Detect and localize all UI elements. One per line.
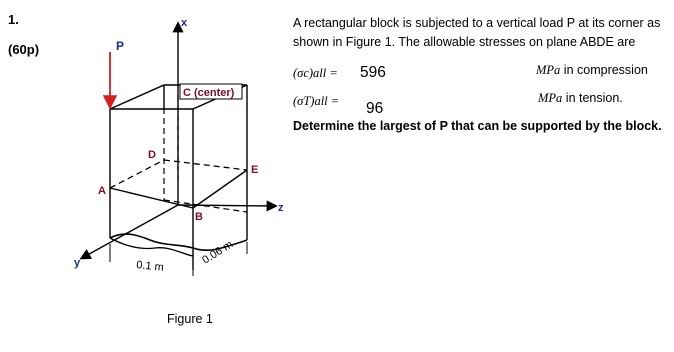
point-c-label: C (center): [183, 87, 235, 99]
compression-unit: [536, 63, 648, 78]
y-axis-label: y: [74, 257, 81, 269]
compression-value: 596: [360, 64, 386, 81]
problem-number: 1.: [8, 12, 19, 27]
compression-unit-symbol: MPa: [536, 63, 561, 77]
tension-unit: [538, 91, 623, 106]
point-d-label: D: [148, 149, 156, 161]
section-edge-ab: [110, 188, 193, 208]
z-axis-label: z: [278, 202, 284, 214]
problem-question: Determine the largest of P that can be supported by the block.: [293, 119, 662, 133]
compression-unit-text: in compression: [563, 63, 648, 77]
problem-points: (60p): [8, 42, 40, 57]
section-edge-be: [193, 170, 247, 208]
point-e-label: E: [251, 164, 259, 176]
load-label: P: [116, 39, 125, 53]
block-figure: [0, 0, 290, 310]
tension-unit-text: in tension.: [565, 91, 623, 105]
tension-unit-symbol: MPa: [538, 91, 563, 105]
x-axis-label: x: [181, 17, 188, 29]
y-axis-line: [82, 205, 178, 258]
compression-label: (σc)all =: [293, 66, 338, 80]
section-edge-ad: [110, 160, 164, 188]
figure-caption: Figure 1: [167, 312, 213, 326]
tension-label: (σT)all =: [293, 94, 340, 108]
point-b-label: B: [195, 211, 203, 223]
problem-intro: A rectangular block is subjected to a vertical load P at its corner as shown in Figure 1. The allowable stresses on plane ABDE are: [293, 16, 661, 49]
tension-value: 96: [366, 100, 384, 117]
dimension-width-label: 0.1 m: [135, 259, 165, 274]
section-edge-de: [164, 160, 247, 170]
dimension-depth-label: 0.06 m: [200, 238, 236, 267]
point-a-label: A: [98, 185, 106, 197]
